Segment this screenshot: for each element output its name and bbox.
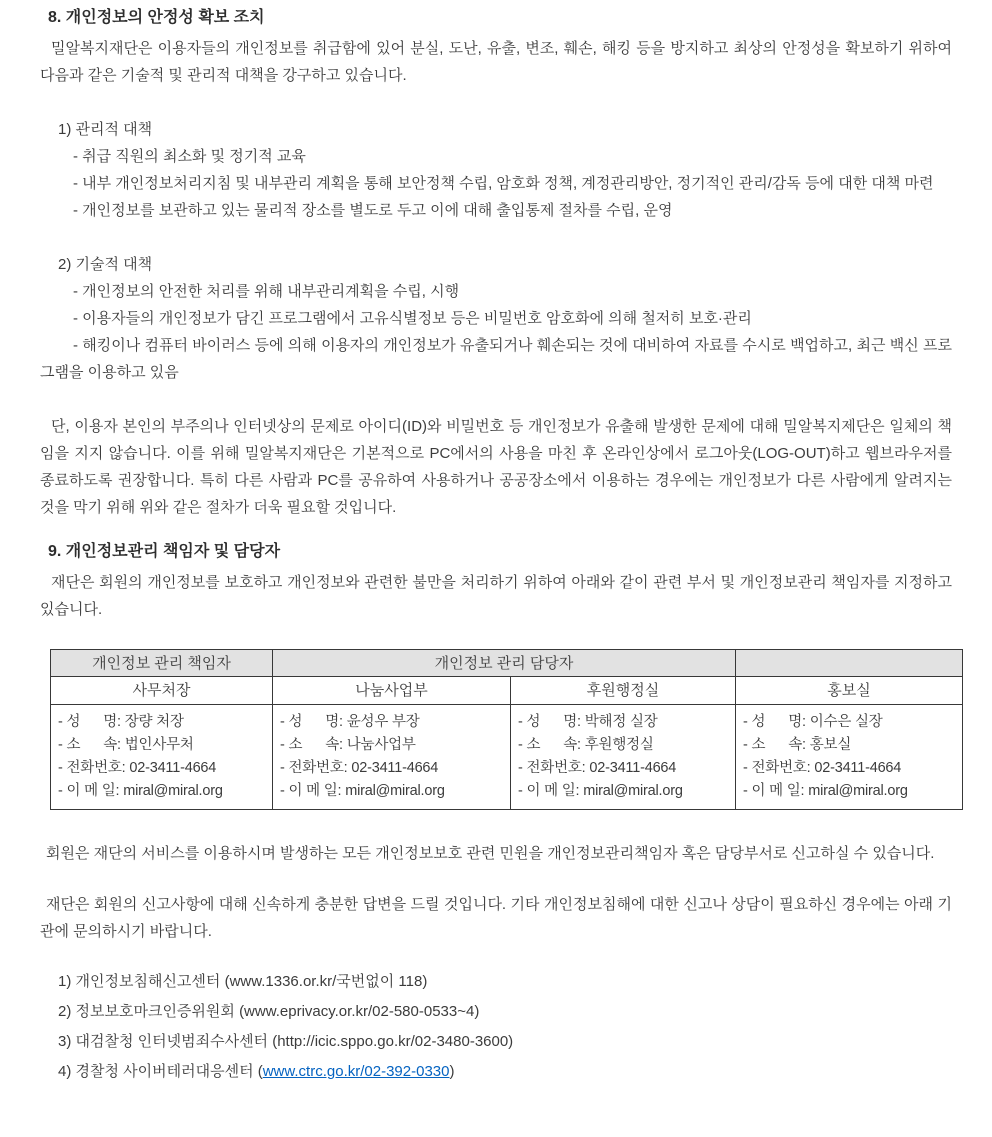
contact-line: - 성 명: 이수은 실장 [743, 714, 883, 730]
section9-title: 9. 개인정보관리 책임자 및 담당자 [48, 543, 281, 560]
contact-line: - 전화번호: 02-3411-4664 [743, 760, 902, 776]
department-cell: 사무처장 [51, 677, 273, 705]
contact-line: - 성 명: 장량 처장 [58, 714, 184, 730]
table-contact-row [51, 705, 963, 810]
agency-list [40, 967, 952, 1087]
administrative-measures-group [40, 116, 952, 224]
contact-line: - 소 속: 홍보실 [743, 737, 852, 753]
agency-text: 2) 정보보호마크인증위원회 (www.eprivacy.or.kr/02-580-0533~4) [58, 1003, 480, 1020]
contact-cell [511, 705, 736, 810]
agency-text: 1) 개인정보침해신고센터 (www.1336.or.kr/국번없이 118) [58, 973, 428, 990]
report-note-paragraph: 회원은 재단의 서비스를 이용하시며 발생하는 모든 개인정보보호 관련 민원을 개인정보관리책임자 혹은 담당부서로 신고하실 수 있습니다. [46, 845, 935, 862]
agency-text-suffix: ) [449, 1063, 455, 1080]
contact-line: - 성 명: 박해정 실장 [518, 714, 658, 730]
administrative-item: - 개인정보를 보관하고 있는 물리적 장소를 별도로 두고 이에 대해 출입통제 절차를 수립, 운영 [73, 202, 673, 219]
agency-text-prefix: 4) 경찰청 사이버테러대응센터 ( [58, 1063, 263, 1080]
contact-cell [273, 705, 511, 810]
department-cell: 나눔사업부 [273, 677, 511, 705]
privacy-contacts-table [50, 649, 963, 810]
department-cell: 후원행정실 [511, 677, 736, 705]
agency-item-ctrc [40, 1057, 952, 1087]
agency-item-1336 [40, 967, 952, 997]
contact-line: - 성 명: 윤성우 부장 [280, 714, 420, 730]
administrative-measures-heading: 1) 관리적 대책 [58, 121, 153, 138]
section9-intro-paragraph: 재단은 회원의 개인정보를 보호하고 개인정보와 관련한 불만을 처리하기 위하여 아래와 같이 관련 부서 및 개인정보관리 책임자를 지정하고 있습니다. [40, 574, 952, 618]
contact-line: - 전화번호: 02-3411-4664 [58, 760, 217, 776]
contact-cell [51, 705, 273, 810]
table-header-staff: 개인정보 관리 담당자 [273, 650, 736, 677]
technical-item: - 이용자들의 개인정보가 담긴 프로그램에서 고유식별정보 등은 비밀번호 암호화에 의해 철저히 보호·관리 [73, 310, 752, 327]
section8-intro-paragraph: 밀알복지재단은 이용자들의 개인정보를 취급함에 있어 분실, 도난, 유출, 변조, 훼손, 해킹 등을 방지하고 최상의 안정성을 확보하기 위하여 다음과 같은 기술적 및 관리적 대책을 강구하고 있습니다. [40, 40, 952, 84]
technical-item: - 개인정보의 안전한 처리를 위해 내부관리계획을 수립, 시행 [73, 283, 460, 300]
technical-measures-group [40, 251, 952, 386]
agency-item-eprivacy [40, 997, 952, 1027]
table-header-manager: 개인정보 관리 책임자 [51, 650, 273, 677]
contact-line: - 이 메 일: miral@miral.org [58, 783, 223, 799]
contact-line: - 전화번호: 02-3411-4664 [518, 760, 677, 776]
contact-line: - 이 메 일: miral@miral.org [280, 783, 445, 799]
administrative-item: - 취급 직원의 최소화 및 정기적 교육 [73, 148, 306, 165]
section8-disclaimer-paragraph: 단, 이용자 본인의 부주의나 인터넷상의 문제로 아이디(ID)와 비밀번호 등 개인정보가 유출해 발생한 문제에 대해 밀알복지제단은 일체의 책임을 지지 않습니다. 이를 위해 밀알복지재단은 기본적으로 PC에서의 사용을 마친 후 온라인상에서 로그아웃(LOG-OUT)하고 웹브라우저를 종료하도록 권장합니다. 특히 다른 사람과 PC를 공유하여 사용하거나 공공장소에서 이용하는 경우에는 개인정보가 다른 사람에게 알려지는 것을 막기 위해 위와 같은 절차가 더욱 필요할 것입니다. [40, 418, 952, 516]
section8-title: 8. 개인정보의 안정성 확보 조치 [48, 9, 265, 26]
table-header-extra [736, 650, 963, 677]
contact-cell [736, 705, 963, 810]
contact-line: - 소 속: 후원행정실 [518, 737, 654, 753]
technical-measures-heading: 2) 기술적 대책 [58, 256, 153, 273]
contact-line: - 전화번호: 02-3411-4664 [280, 760, 439, 776]
contact-line: - 소 속: 법인사무처 [58, 737, 194, 753]
agency-text: 3) 대검찰청 인터넷범죄수사센터 (http://icic.sppo.go.kr/02-3480-3600) [58, 1033, 514, 1050]
reply-note-paragraph: 재단은 회원의 신고사항에 대해 신속하게 충분한 답변을 드릴 것입니다. 기타 개인정보침해에 대한 신고나 상담이 필요하신 경우에는 아래 기관에 문의하시기 바랍니다. [40, 896, 952, 940]
agency-item-sppo [40, 1027, 952, 1057]
contact-line: - 이 메 일: miral@miral.org [743, 783, 908, 799]
contact-line: - 소 속: 나눔사업부 [280, 737, 416, 753]
table-department-row [51, 677, 963, 705]
administrative-item: - 내부 개인정보처리지침 및 내부관리 계획을 통해 보안정책 수립, 암호화 정책, 계정관리방안, 정기적인 관리/감독 등에 대한 대책 마련 [73, 175, 934, 192]
ctrc-website-link[interactable]: www.ctrc.go.kr/02-392-0330 [262, 1063, 450, 1080]
department-cell: 홍보실 [736, 677, 963, 705]
table-header-row [51, 650, 963, 677]
contact-line: - 이 메 일: miral@miral.org [518, 783, 683, 799]
technical-item: - 해킹이나 컴퓨터 바이러스 등에 의해 이용자의 개인정보가 유출되거나 훼손되는 것에 대비하여 자료를 수시로 백업하고, 최근 백신 프로그램을 이용하고 있음 [40, 337, 952, 381]
